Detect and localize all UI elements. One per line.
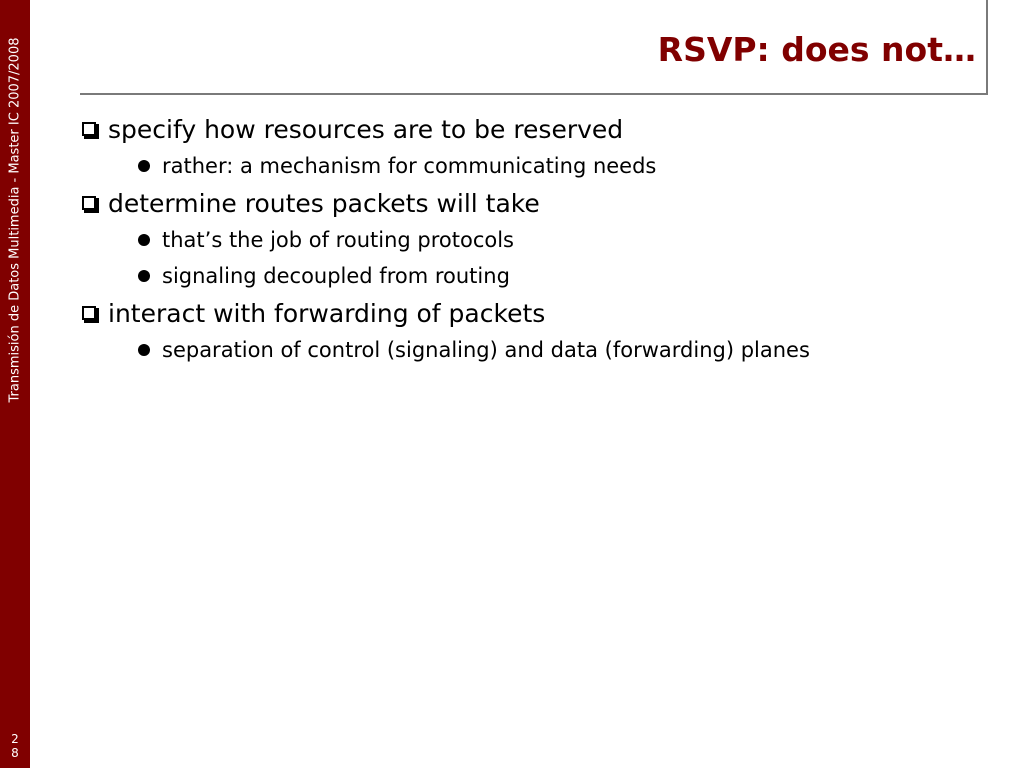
bullet-item [82, 184, 982, 222]
dot-bullet-icon [138, 234, 150, 246]
checkbox-bullet-icon [82, 196, 96, 210]
title-divider-horizontal [80, 93, 988, 95]
sub-bullet-text: rather: a mechanism for communicating needs [162, 154, 657, 178]
bullet-text: determine routes packets will take [108, 188, 540, 218]
sub-bullet-item [138, 258, 982, 294]
page-number [0, 732, 30, 760]
sub-bullet-text: signaling decoupled from routing [162, 264, 510, 288]
page-digit: 8 [11, 746, 19, 760]
sub-bullet-text: that’s the job of routing protocols [162, 228, 514, 252]
bullet-text: interact with forwarding of packets [108, 298, 546, 328]
sub-bullet-item [138, 148, 982, 184]
dot-bullet-icon [138, 270, 150, 282]
page-digit: 2 [11, 732, 19, 746]
sub-bullet-item [138, 222, 982, 258]
sidebar [0, 0, 30, 768]
bullet-text: specify how resources are to be reserved [108, 114, 624, 144]
bullet-list [82, 110, 982, 368]
bullet-item [82, 294, 982, 332]
sub-bullet-item [138, 332, 982, 368]
title-divider-vertical [986, 0, 988, 95]
slide-title: RSVP: does not… [657, 30, 976, 69]
course-label: Transmisión de Datos Multimedia - Master IC 2007/2008 [7, 37, 23, 403]
dot-bullet-icon [138, 344, 150, 356]
bullet-item [82, 110, 982, 148]
checkbox-bullet-icon [82, 306, 96, 320]
dot-bullet-icon [138, 160, 150, 172]
checkbox-bullet-icon [82, 122, 96, 136]
sub-bullet-text: separation of control (signaling) and data (forwarding) planes [162, 338, 810, 362]
